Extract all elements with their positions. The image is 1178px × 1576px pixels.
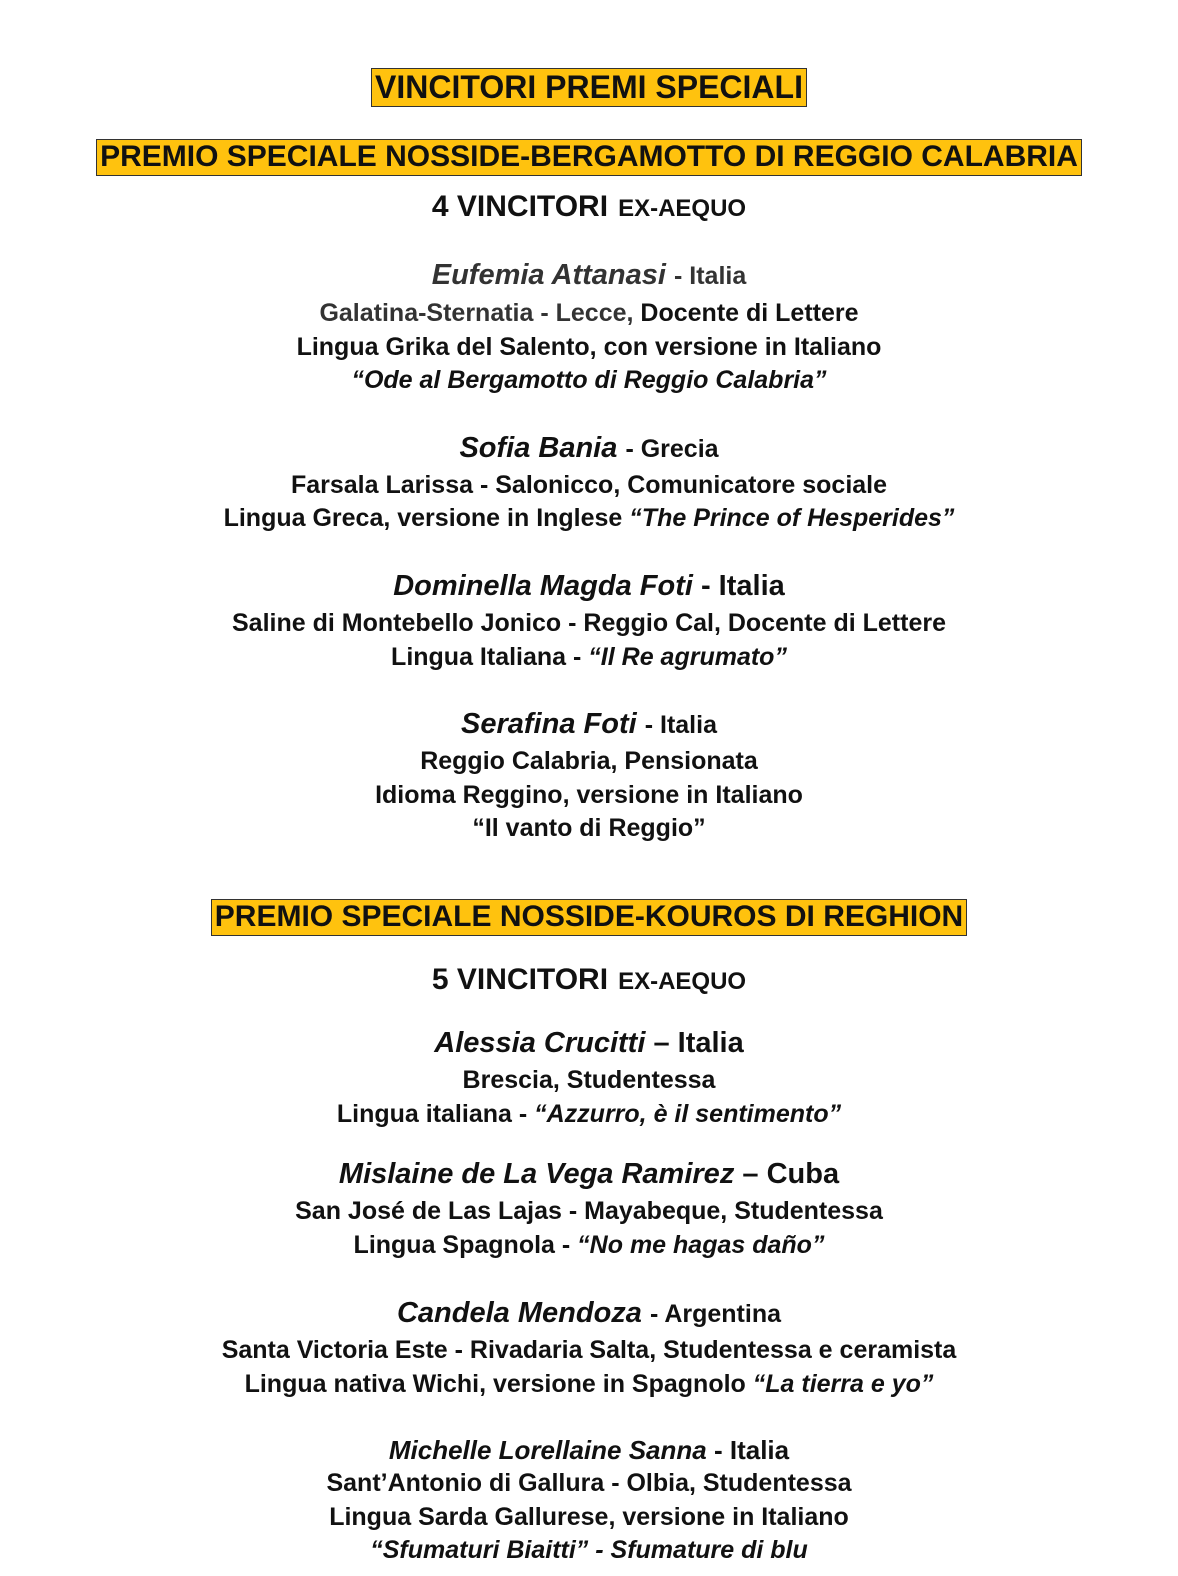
section2-ex-aequo: EX-AEQUO <box>618 968 747 995</box>
section1-count-row <box>0 190 1178 224</box>
winner-language-row <box>0 1231 1178 1260</box>
winner-work: “Il Re agrumato” <box>588 643 787 671</box>
winner-job: Docente di Lettere <box>640 299 859 327</box>
section1-heading-row <box>0 139 1178 176</box>
winner-name: Alessia Crucitti <box>434 1027 646 1059</box>
winner-name: Eufemia Attanasi <box>431 259 666 291</box>
winner-name: Michelle Lorellaine Sanna <box>388 1435 707 1465</box>
section2-heading: PREMIO SPECIALE NOSSIDE-KOUROS DI REGHION <box>211 899 967 936</box>
winner-work: “No me hagas daño” <box>577 1231 825 1259</box>
winner-work: “The Prince of Hesperides” <box>629 504 955 532</box>
winner-work: “Ode al Bergamotto di Reggio Calabria” <box>351 366 827 394</box>
winner-work-translation: - Sfumature di blu <box>595 1536 808 1564</box>
winner-work-row <box>0 366 1178 395</box>
winner-country: - Italia <box>644 711 717 739</box>
winner-language: Lingua italiana - <box>336 1100 528 1128</box>
winner-name: Sofia Bania <box>459 432 618 464</box>
winner-country: - Italia <box>713 1435 790 1465</box>
winner-place: Reggio Calabria, Pensionata <box>420 747 758 775</box>
winner-place-row <box>0 299 1178 328</box>
winner-place: Santa Victoria Este - Rivadaria Salta, Studentessa e ceramista <box>221 1336 957 1364</box>
winner-language: Idioma Reggino, versione in Italiano <box>375 781 803 809</box>
winner-country: - Italia <box>674 262 747 290</box>
winner-name-row <box>0 708 1178 741</box>
winner-language: Lingua Italiana - <box>391 643 582 671</box>
section1-ex-aequo: EX-AEQUO <box>618 195 747 222</box>
winner-language: Lingua nativa Wichi, versione in Spagnolo <box>244 1370 746 1398</box>
section1-count: 4 VINCITORI <box>431 190 609 223</box>
winner-name-row <box>0 259 1178 292</box>
winner-name-row <box>0 432 1178 465</box>
winner-name-row <box>0 1435 1178 1466</box>
section2-count-row <box>0 963 1178 997</box>
winner-language: Lingua Greca, versione in Inglese <box>223 504 623 532</box>
winner-work: “Sfumaturi Biaitti” <box>370 1536 589 1564</box>
winner-name-row <box>0 1297 1178 1330</box>
winner-place: Farsala Larissa - Salonicco, Comunicatore sociale <box>290 471 888 499</box>
section2-heading-row <box>0 899 1178 936</box>
winner-work: “Il vanto di Reggio” <box>472 814 706 842</box>
winner-name-row <box>0 1027 1178 1060</box>
winner-name-row <box>0 1158 1178 1191</box>
winner-language: Lingua Sarda Gallurese, versione in Italiano <box>329 1503 849 1531</box>
winner-country: - Argentina <box>649 1300 782 1328</box>
winner-country: – Italia <box>653 1027 744 1059</box>
winner-language-row <box>0 1370 1178 1399</box>
winner-work: “La tierra e yo” <box>752 1370 934 1398</box>
document-title: VINCITORI PREMI SPECIALI <box>371 68 807 107</box>
winner-country: – Cuba <box>742 1158 840 1190</box>
winner-place: Brescia, Studentessa <box>462 1066 716 1094</box>
winner-country: - Grecia <box>625 435 719 463</box>
winner-language-row <box>0 504 1178 533</box>
winner-work: “Azzurro, è il sentimento” <box>534 1100 842 1128</box>
winner-language-row <box>0 643 1178 672</box>
section2-count: 5 VINCITORI <box>431 963 609 996</box>
winner-place: San José de Las Lajas - Mayabeque, Studentessa <box>295 1197 883 1225</box>
section1-heading: PREMIO SPECIALE NOSSIDE-BERGAMOTTO DI REGGIO CALABRIA <box>96 139 1082 176</box>
winner-country: - Italia <box>700 570 785 602</box>
winner-place: Galatina-Sternatia - Lecce, <box>319 299 634 327</box>
winner-language: Lingua Grika del Salento, con versione in Italiano <box>296 333 882 361</box>
winner-language: Lingua Spagnola - <box>353 1231 571 1259</box>
winner-language-row <box>0 1100 1178 1129</box>
winner-place: Saline di Montebello Jonico - Reggio Cal, Docente di Lettere <box>232 609 946 637</box>
winner-name: Mislaine de La Vega Ramirez <box>338 1158 735 1190</box>
winner-name: Serafina Foti <box>461 708 637 740</box>
document-title-row <box>0 68 1178 107</box>
winner-place: Sant’Antonio di Gallura - Olbia, Studentessa <box>326 1469 852 1497</box>
winner-work-row <box>0 1536 1178 1565</box>
winner-name: Dominella Magda Foti <box>393 570 693 602</box>
winner-name: Candela Mendoza <box>396 1297 642 1329</box>
winner-name-row <box>0 570 1178 603</box>
